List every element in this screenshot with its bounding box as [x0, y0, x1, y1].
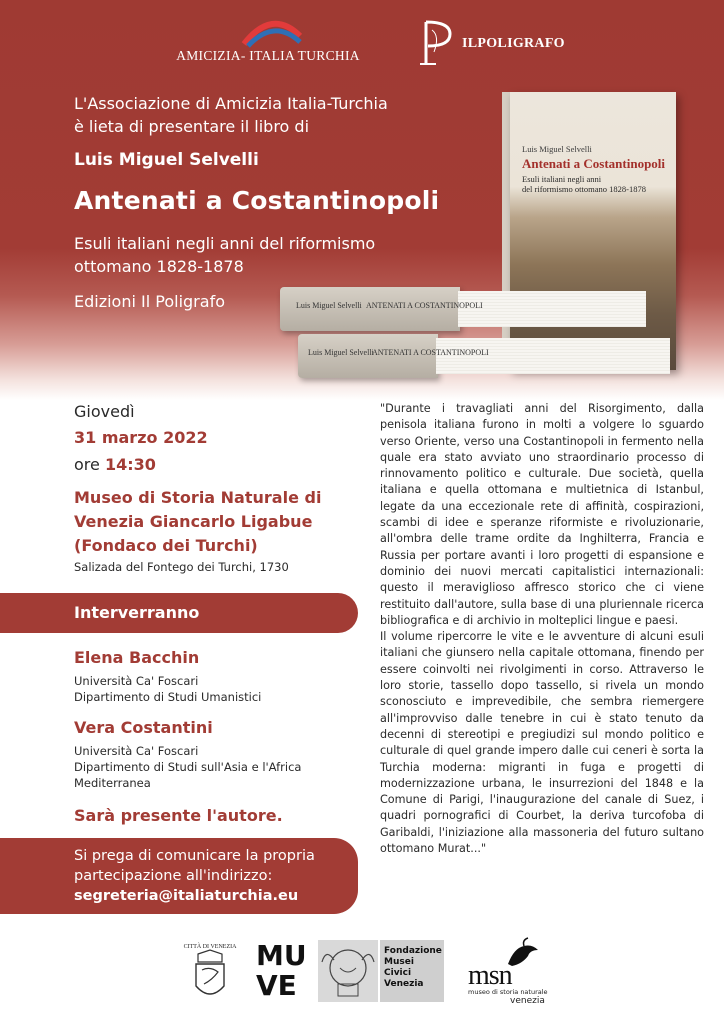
speaker-department-cont: Mediterranea	[74, 776, 151, 790]
book-stacked-bottom	[298, 334, 670, 378]
event-address: Salizada del Fontego dei Turchi, 1730	[74, 560, 289, 574]
contact-line-2: partecipazione all'indirizzo:	[74, 868, 273, 884]
poligrafo-logo-text: ILPOLIGRAFO	[462, 36, 565, 51]
contact-line-1: Si prega di comunicare la propria	[74, 848, 315, 864]
speaker-name: Vera Costantini	[74, 718, 213, 737]
cover-title: Antenati a Costantinopoli	[522, 156, 666, 171]
poligrafo-p-icon	[416, 18, 460, 68]
description-paragraph-2: Il volume ripercorre le vite e le avventure di alcuni esuli italiani che giunsero nella capitale ottomana, finendo per essere coinvolti nei rivolgimenti in corso. Attraverso le loro storie, tassello dopo tassello, si rivela un mondo sconosciuto e imprevedibile, che sembra riemergere all'improvviso dalle tenebre in cui è stato tenuto da decenni di stereotipi e pregiudizi sul mondo politico e culturale di quel grande impero dalle cui ceneri è sorta la Turchia moderna: migranti in fuga e progetti di modernizzazione urbana, le insurrezioni del 1848 e la Comune di Parigi, l'inaugurazione del canale di Suez, i quadri pornografici di Courbet, la deriva turcofoba di Garibaldi, l'iniziazione alla massoneria del futuro sultano ottomano Murat..."	[380, 630, 704, 856]
muve-top: MU	[256, 939, 307, 972]
intro-line-1: L'Associazione di Amicizia Italia-Turchia	[74, 94, 388, 113]
speaker-affiliation: Università Ca' Foscari	[74, 744, 199, 758]
citta-di-venezia-logo	[183, 940, 237, 1004]
book-pages	[458, 291, 646, 327]
author-present-note: Sarà presente l'autore.	[74, 806, 283, 825]
spine-author-2: Luis Miguel Selvelli	[308, 348, 374, 357]
event-day: Giovedì	[74, 402, 135, 421]
poligrafo-logo	[416, 18, 566, 68]
fondazione-line-2: Musei	[384, 957, 414, 967]
author-name: Luis Miguel Selvelli	[74, 150, 259, 170]
speaker-name: Elena Bacchin	[74, 648, 200, 667]
venezia-crest-icon	[183, 940, 237, 1004]
description-paragraph-1: "Durante i travagliati anni del Risorgimento, dalla penisola italiana furono in molti a volgere lo sguardo verso Oriente, verso una Costantinopoli in fermento nella quale era stato avviato uno straordinario processo di rinnovamento politico e culturale. Due società, quella italiana e quella ottomana e multietnica di Istanbul, legate da una eccezionale rete di affinità, cospirazioni, scambi di idee e speranze riformiste e rivoluzionarie, all'ombra delle trame ordite da Inghilterra, Francia e Russia per portare avanti i loro progetti di espansione e dominio dei nuovi mercati capitalistici internazionali: questo il meraviglioso affresco storico che ci viene restituito dall'autore, sulla base di una pluriennale ricerca bibliografica e di archivio in molteplici lingue e paesi.	[380, 402, 704, 627]
msn-subtitle: museo di storia naturale	[468, 988, 548, 996]
cover-author: Luis Miguel Selvelli	[522, 144, 592, 154]
venezia-crest-label: CITTÀ DI VENEZIA	[183, 944, 237, 950]
cover-subtitle	[522, 174, 672, 194]
subtitle-line-2: ottomano 1828-1878	[74, 257, 244, 276]
book-description	[380, 401, 704, 857]
speaker-department: Dipartimento di Studi sull'Asia e l'Africa	[74, 760, 302, 774]
event-date: 31 marzo 2022	[74, 428, 208, 447]
publisher: Edizioni Il Poligrafo	[74, 292, 225, 311]
book-subtitle	[74, 232, 404, 278]
cover-subtitle-2: del riformismo ottomano 1828-1878	[522, 184, 646, 194]
subtitle-line-1: Esuli italiani negli anni del riformismo	[74, 234, 376, 253]
book-stacked-top	[280, 287, 646, 331]
winged-lion-icon	[318, 940, 378, 1002]
speakers-heading: Interverranno	[74, 603, 200, 622]
cover-subtitle-1: Esuli italiani negli anni	[522, 174, 602, 184]
fondazione-line-1: Fondazione	[384, 946, 442, 956]
bridge-arc-icon	[242, 14, 302, 46]
contact-email-link[interactable]: segreteria@italiaturchia.eu	[74, 888, 299, 904]
time-prefix: ore	[74, 455, 100, 474]
spine-author: Luis Miguel Selvelli	[296, 301, 362, 310]
fondazione-line-3: Civici	[384, 968, 412, 978]
fondazione-mark	[380, 940, 444, 1002]
time-value: 14:30	[104, 455, 156, 474]
venue-line-1: Museo di Storia Naturale di	[74, 488, 322, 507]
event-venue	[74, 486, 364, 558]
contact-banner	[0, 838, 358, 914]
amicizia-logo-text: AMICIZIA- ITALIA TURCHIA	[176, 48, 360, 63]
muve-bottom: VE	[256, 969, 297, 1002]
spine-title-2: ANTENATI A COSTANTINOPOLI	[372, 348, 489, 357]
spine-title: ANTENATI A COSTANTINOPOLI	[366, 301, 483, 310]
venue-line-2: Venezia Giancarlo Ligabue	[74, 512, 313, 531]
intro-line-2: è lieta di presentare il libro di	[74, 117, 310, 136]
speaker-department: Dipartimento di Studi Umanistici	[74, 690, 262, 704]
msn-letters: msn	[468, 960, 512, 991]
book-title: Antenati a Costantinopoli	[74, 186, 440, 215]
speakers-banner	[0, 593, 358, 633]
venue-line-3: (Fondaco dei Turchi)	[74, 536, 258, 555]
msn-city: venezia	[510, 996, 545, 1006]
muve-fondazione-logo	[254, 940, 444, 1002]
contact-text	[74, 846, 344, 886]
event-time	[74, 455, 156, 474]
muve-mark	[254, 940, 316, 1002]
amicizia-logo	[172, 14, 364, 66]
msn-logo	[466, 938, 546, 1008]
fondazione-line-4: Venezia	[384, 979, 424, 989]
intro-text	[74, 92, 454, 138]
speaker-affiliation: Università Ca' Foscari	[74, 674, 199, 688]
